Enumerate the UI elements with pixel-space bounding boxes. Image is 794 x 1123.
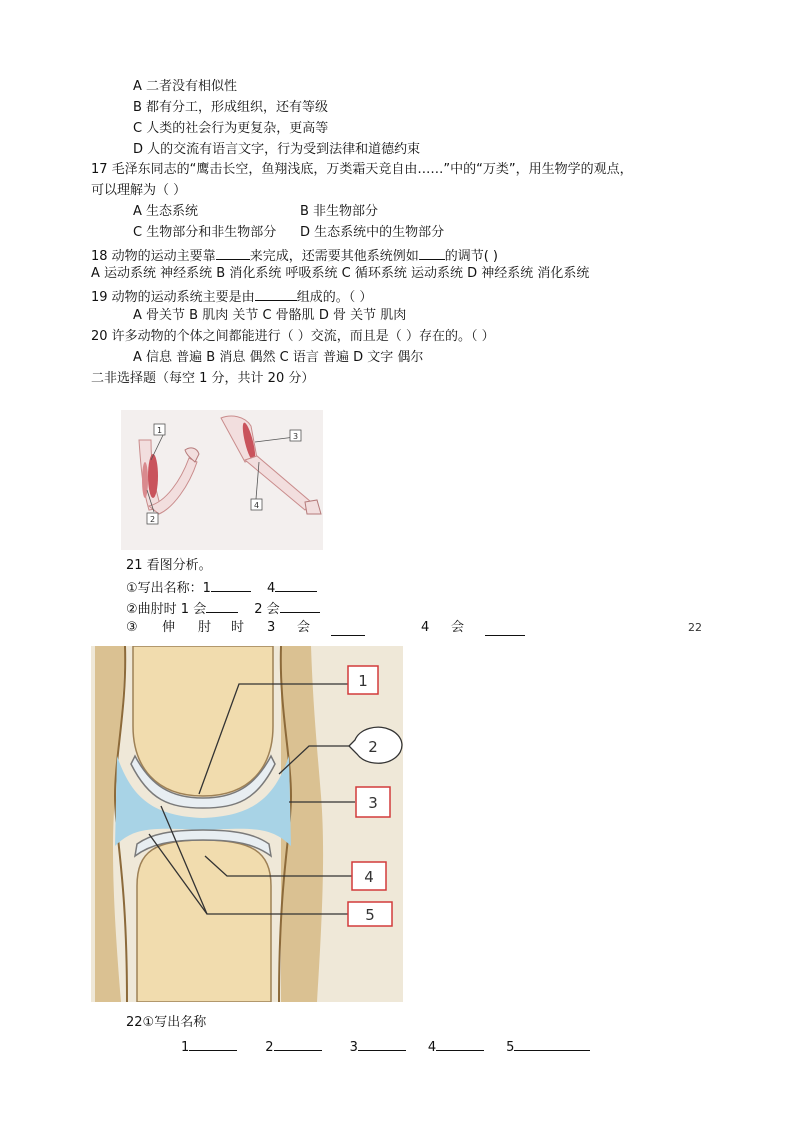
q21-blank-ext-3[interactable] (331, 621, 365, 636)
q17-option-b: B 非生物部分 (300, 204, 379, 219)
q18-stem-c: 的调节( ) (444, 249, 498, 264)
q22-blank-3[interactable] (358, 1036, 406, 1051)
joint-label-2-text: 2 (368, 738, 378, 756)
q17-option-a: A 生态系统 (133, 204, 199, 219)
q19-stem-a: 19 动物的运动系统主要是由 (91, 290, 255, 305)
q22-label-5: 5 (506, 1040, 515, 1055)
q21-line3-word-2: 肘 (198, 620, 212, 635)
muscle-label-4-text: 4 (253, 501, 260, 510)
q21-blank-1[interactable] (211, 577, 251, 592)
muscle-figure (121, 410, 323, 550)
q20-options: A 信息 普遍 B 消息 偶然 C 语言 普遍 D 文字 偶尔 (133, 350, 424, 365)
q19-blank[interactable] (255, 286, 297, 301)
page-side-number: 22 (688, 621, 702, 634)
q18-blank-2[interactable] (419, 245, 445, 260)
q21-line2 (126, 598, 320, 619)
joint-label-5-text: 5 (365, 906, 375, 924)
q17-stem-line2: 可以理解为（ ） (91, 183, 187, 198)
q19-stem-b: 组成的。（ ） (296, 290, 373, 305)
joint-label-4-text: 4 (364, 868, 374, 886)
q22-label-3: 3 (349, 1040, 358, 1055)
muscle-label-2 (147, 513, 158, 524)
muscle-label-1 (154, 424, 165, 435)
q18-stem (91, 245, 498, 266)
q21-line1-a: ①写出名称：1 (126, 581, 211, 596)
q18-blank-1[interactable] (216, 245, 250, 260)
q18-stem-b: 来完成，还需要其他系统例如 (249, 249, 419, 264)
q20-stem: 20 许多动物的个体之间都能进行（ ）交流，而且是（ ）存在的。（ ） (91, 329, 495, 344)
q18-options: A 运动系统 神经系统 B 消化系统 呼吸系统 C 循环系统 运动系统 D 神经系统 消化系统 (91, 266, 590, 281)
q21-line3-word-1: 伸 (162, 620, 176, 635)
q21-line2-b: 2 会 (254, 602, 280, 617)
joint-label-3 (356, 787, 390, 817)
q16-option-b: B 都有分工，形成组织，还有等级 (133, 100, 329, 115)
q21-line1-b: 4 (266, 581, 276, 596)
q22-blank-row (181, 1036, 590, 1057)
q19-stem (91, 286, 372, 307)
q21-blank-flex-1[interactable] (206, 598, 238, 613)
q22-blank-1[interactable] (189, 1036, 237, 1051)
joint-label-1-text: 1 (358, 672, 368, 690)
q17-option-c: C 生物部分和非生物部分 (133, 225, 277, 240)
q22-label-2: 2 (265, 1040, 274, 1055)
q21-title: 21 看图分析。 (126, 558, 212, 573)
q16-option-d: D 人的交流有语言文字，行为受到法律和道德约束 (133, 142, 421, 157)
muscle-label-3-text: 3 (292, 432, 299, 441)
joint-label-4 (352, 862, 386, 890)
section2-title: 二非选择题（每空 1 分，共计 20 分） (91, 371, 315, 386)
q21-line3-word-5: 会 (451, 620, 465, 635)
muscle-label-1-text: 1 (156, 426, 163, 435)
muscle-label-4 (251, 499, 262, 510)
joint-label-1 (348, 666, 378, 694)
q17-stem-line1: 17 毛泽东同志的“鹰击长空，鱼翔浅底，万类霜天竞自由……”中的“万类”，用生物学的观点， (91, 162, 633, 177)
q17-option-d: D 生态系统中的生物部分 (300, 225, 445, 240)
q21-line3-num-4: 4 (421, 620, 430, 635)
q21-line2-a: ②曲肘时 1 会 (126, 602, 207, 617)
muscle-label-2-text: 2 (149, 515, 156, 524)
q16-option-a: A 二者没有相似性 (133, 79, 238, 94)
q21-blank-flex-2[interactable] (280, 598, 320, 613)
joint-label-3-text: 3 (368, 794, 378, 812)
q22-label-1: 1 (181, 1040, 190, 1055)
q22-blank-4[interactable] (436, 1036, 484, 1051)
q21-blank-ext-4[interactable] (485, 621, 525, 636)
joint-figure (91, 646, 403, 1002)
q22-label-4: 4 (427, 1040, 437, 1055)
q21-blank-4[interactable] (275, 577, 317, 592)
q21-line1 (126, 577, 317, 598)
q22-blank-2[interactable] (274, 1036, 322, 1051)
q21-line3-circle: ③ (126, 620, 138, 635)
q22-title: 22①写出名称 (126, 1015, 207, 1030)
q19-options: A 骨关节 B 肌肉 关节 C 骨骼肌 D 骨 关节 肌肉 (133, 308, 407, 323)
q16-option-c: C 人类的社会行为更复杂，更高等 (133, 121, 329, 136)
q21-line3-word-3: 时 (231, 620, 245, 635)
joint-label-5 (348, 902, 392, 926)
q22-blank-5[interactable] (514, 1036, 590, 1051)
q18-stem-a: 18 动物的运动主要靠 (91, 249, 216, 264)
muscle-label-3 (290, 430, 301, 441)
q21-line3-num-3: 3 (267, 620, 276, 635)
q21-line3-word-4: 会 (297, 620, 311, 635)
